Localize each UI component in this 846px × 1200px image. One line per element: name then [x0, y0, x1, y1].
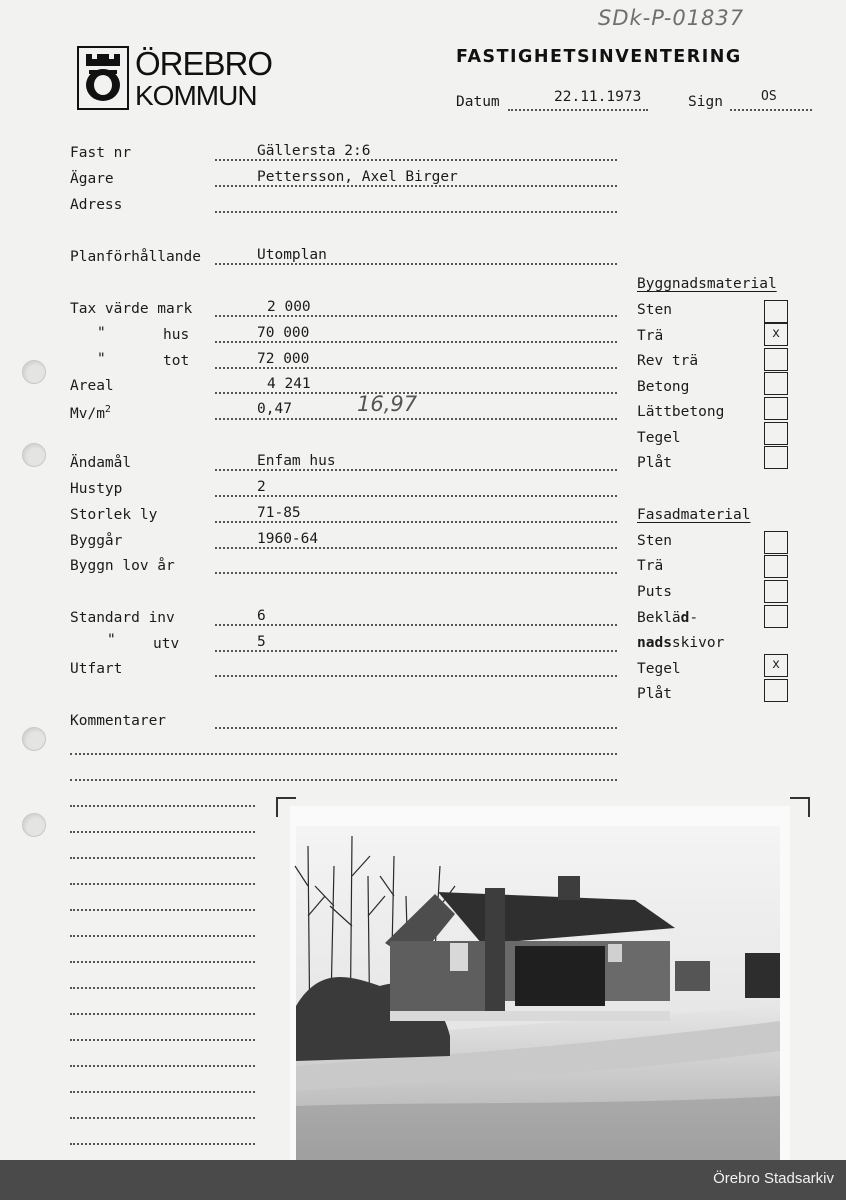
datum-value: 22.11.1973: [554, 89, 642, 105]
checkbox-fasad-sten[interactable]: [764, 531, 788, 554]
material-label: Betong: [637, 379, 690, 395]
checkbox-tra[interactable]: x: [764, 323, 788, 346]
castle-logo-icon: [79, 48, 127, 108]
ditto-mark: ": [107, 632, 116, 648]
field-label-agare: Ägare: [70, 171, 114, 187]
fasad-label: Sten: [637, 533, 672, 549]
byggnadsmaterial-title: Byggnadsmaterial: [637, 276, 777, 292]
field-value-andamal: Enfam hus: [257, 453, 336, 469]
field-label-byggar: Byggår: [70, 533, 123, 549]
house-photo-image: [290, 806, 790, 1160]
punch-hole: [22, 813, 46, 837]
field-label-areal: Areal: [70, 378, 114, 394]
field-label-std-utv: utv: [153, 636, 180, 652]
field-label-utfart: Utfart: [70, 661, 123, 677]
archive-stamp: SDk-P-01837: [598, 6, 745, 30]
field-label-mv: $Mv/m^2$: [70, 404, 111, 422]
material-label: Trä: [637, 328, 664, 344]
field-value-agare: Pettersson, Axel Birger: [257, 169, 458, 185]
field-label-std-inv: Standard inv: [70, 610, 175, 626]
field-value-plan: Utomplan: [257, 247, 327, 263]
field-value-std-inv: 6: [257, 608, 266, 624]
field-label-hustyp: Hustyp: [70, 481, 123, 497]
ditto-mark: ": [97, 325, 106, 341]
field-label-tax-tot: tot: [163, 353, 190, 369]
form-title: FASTIGHETSINVENTERING: [456, 47, 742, 67]
field-value-areal: 4 241: [267, 376, 311, 392]
sign-label: Sign: [688, 94, 723, 110]
punch-hole: [22, 360, 46, 384]
sign-value: OS: [761, 89, 777, 104]
ditto-mark: ": [97, 351, 106, 367]
footer-credit: Örebro Stadsarkiv: [713, 1170, 834, 1187]
checkbox-sten[interactable]: [764, 300, 788, 323]
punch-hole: [22, 727, 46, 751]
field-value-tax-tot: 72 000: [257, 351, 310, 367]
checkbox-fasad-puts[interactable]: [764, 580, 788, 603]
material-label: Tegel: [637, 430, 681, 446]
field-label-tax-hus: hus: [163, 327, 190, 343]
field-value-fast-nr: Gällersta 2:6: [257, 143, 371, 159]
footer-bar: [0, 1160, 846, 1200]
fasadmaterial-title: Fasadmaterial: [637, 507, 751, 523]
handwritten-note: 16,97: [357, 392, 418, 416]
field-value-byggar: 1960-64: [257, 531, 319, 547]
fasad-label: Puts: [637, 584, 672, 600]
checkbox-lattbetong[interactable]: [764, 397, 788, 420]
field-label-adress: Adress: [70, 197, 123, 213]
material-label: Plåt: [637, 455, 672, 471]
fasad-label: Tegel: [637, 661, 681, 677]
field-label-fast-nr: Fast nr: [70, 145, 132, 161]
field-value-tax-mark: 2 000: [267, 299, 311, 315]
checkbox-plat[interactable]: [764, 446, 788, 469]
photo-corner: [790, 797, 810, 817]
field-value-mv: 0,47: [257, 401, 292, 417]
field-label-tax-mark: Tax värde mark: [70, 301, 193, 317]
checkbox-betong[interactable]: [764, 372, 788, 395]
material-label: Rev trä: [637, 353, 699, 369]
checkbox-fasad-tra[interactable]: [764, 555, 788, 578]
field-label-storlek: Storlek ly: [70, 507, 158, 523]
field-label-andamal: Ändamål: [70, 455, 132, 471]
checkbox-tegel[interactable]: [764, 422, 788, 445]
checkbox-fasad-beklad[interactable]: [764, 605, 788, 628]
field-label-kommentarer: Kommentarer: [70, 713, 167, 729]
checkbox-fasad-plat[interactable]: [764, 679, 788, 702]
field-value-std-utv: 5: [257, 634, 266, 650]
field-value-tax-hus: 70 000: [257, 325, 310, 341]
checkbox-rev-tra[interactable]: [764, 348, 788, 371]
datum-label: Datum: [456, 94, 500, 110]
material-label: Sten: [637, 302, 672, 318]
fasad-label: Bekläd-: [637, 610, 699, 626]
fasad-label: nadsskivor: [637, 635, 725, 651]
punch-hole: [22, 443, 46, 467]
logo-line2: KOMMUN: [135, 80, 257, 111]
field-label-byggn-lov: Byggn lov år: [70, 558, 175, 574]
orebro-logo: [77, 46, 129, 110]
checkbox-fasad-tegel[interactable]: x: [764, 654, 788, 677]
fasad-label: Plåt: [637, 686, 672, 702]
field-value-storlek: 71-85: [257, 505, 301, 521]
material-label: Lättbetong: [637, 404, 725, 420]
field-label-plan: Planförhållande: [70, 249, 201, 265]
house-photo: [290, 806, 790, 1160]
fasad-label: Trä: [637, 558, 664, 574]
logo-line1: ÖREBRO: [135, 45, 273, 82]
field-value-hustyp: 2: [257, 479, 266, 495]
